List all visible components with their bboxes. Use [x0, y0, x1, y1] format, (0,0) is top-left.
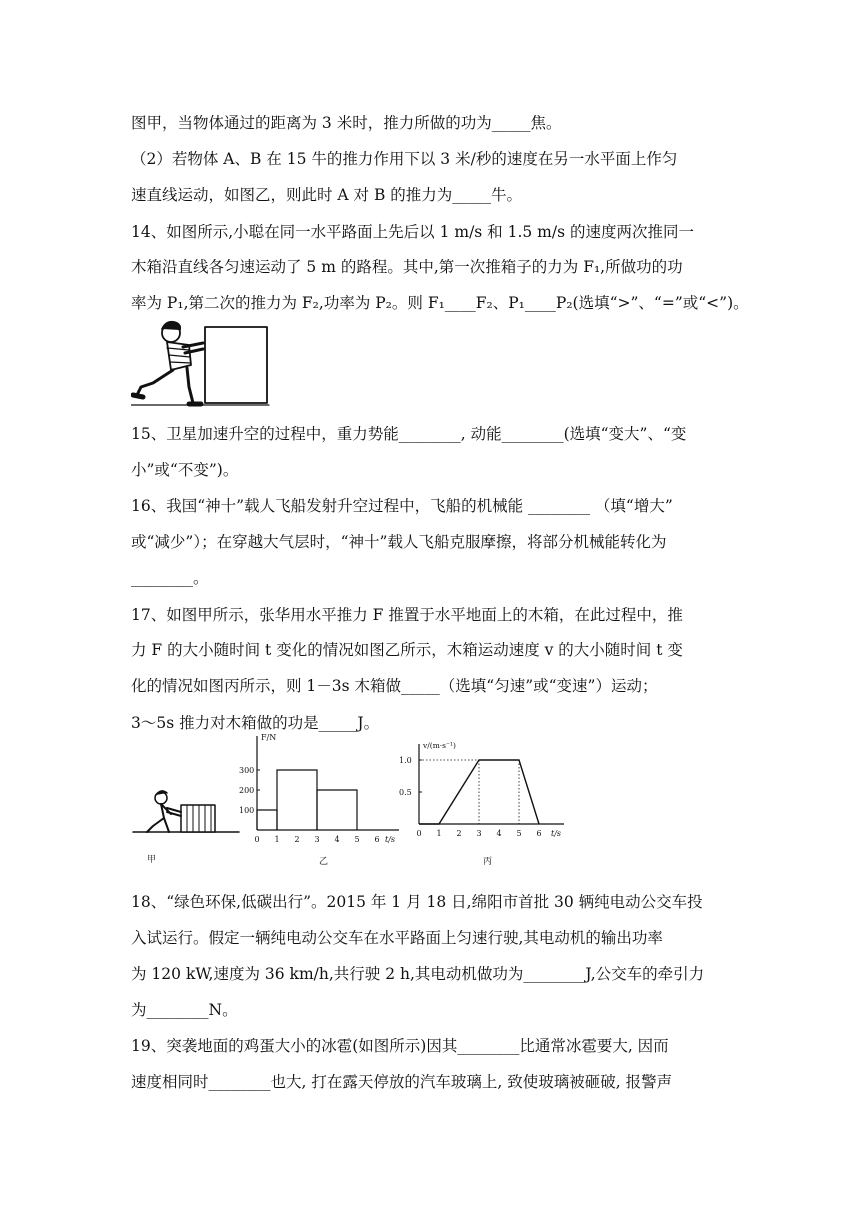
x-tick-label: 5 [516, 829, 522, 838]
text-line: 图甲，当物体通过的距离为 3 米时，推力所做的功为_____焦。 [131, 114, 562, 132]
y-tick-label: 100 [239, 806, 255, 815]
y-tick-label: 300 [239, 766, 255, 775]
force-time-chart [239, 730, 399, 870]
velocity-time-chart [397, 730, 571, 870]
text-line: （2）若物体 A、B 在 15 牛的推力作用下以 3 米/秒的速度在另一水平面上作匀 [131, 150, 678, 168]
x-tick-label: 6 [536, 829, 542, 838]
label-yi: 乙 [319, 857, 329, 867]
x-tick-label: 3 [314, 835, 320, 844]
text-line: 为________N。 [131, 1001, 238, 1019]
x-tick-label: 4 [496, 829, 502, 838]
text-line: 17、如图甲所示，张华用水平推力 F 推置于水平地面上的木箱，在此过程中，推 [131, 606, 683, 624]
y-axis-label: F/N [261, 733, 277, 742]
force-step-segment [317, 790, 357, 830]
x-tick-label: 4 [334, 835, 340, 844]
label-bing: 丙 [483, 857, 493, 867]
text-line: 化的情况如图丙所示，则 1－3s 木箱做_____（选填“匀速”或“变速”）运动； [131, 677, 658, 695]
force-step-segment [277, 770, 317, 830]
text-line: 力 F 的大小随时间 t 变化的情况如图乙所示，木箱运动速度 v 的大小随时间 t 变 [131, 641, 683, 659]
force-step-segment [257, 810, 277, 830]
x-tick-label: 2 [294, 835, 300, 844]
text-line: 3～5s 推力对木箱做的功是_____J。 [131, 714, 380, 732]
text-line: 为 120 kW,速度为 36 km/h,共行驶 2 h,其电动机做功为________J,公交车的牵引力 [131, 965, 705, 983]
x-tick-label: 5 [354, 835, 360, 844]
text-line: 16、我国“神十”载人飞船发射升空过程中，飞船的机械能 ________ （填“增大” [131, 497, 673, 515]
text-line: 木箱沿直线各匀速运动了 5 m 的路程。其中,第一次推箱子的力为 F₁,所做功的功 [131, 258, 683, 276]
figure-17 [131, 730, 571, 870]
text-line: 15、卫星加速升空的过程中，重力势能________, 动能________(选填“变大”、“变 [131, 425, 687, 443]
text-line: 18、“绿色环保,低碳出行”。2015 年 1 月 18 日,绵阳市首批 30 辆纯电动公交车投 [131, 893, 703, 911]
text-line: 速直线运动，如图乙，则此时 A 对 B 的推力为_____牛。 [131, 186, 523, 204]
y-tick-label: 0.5 [399, 788, 412, 797]
x-tick-label: 1 [274, 835, 280, 844]
x-tick-label: 2 [456, 829, 462, 838]
text-line: 速度相同时________也大, 打在露天停放的汽车玻璃上, 致使玻璃被砸破, 报警声 [131, 1073, 673, 1091]
text-line: ________。 [131, 569, 209, 587]
boy-pushing-box-figure [131, 315, 271, 410]
text-line: 或“减少”）；在穿越大气层时，“神十”载人飞船克服摩擦，将部分机械能转化为 [131, 533, 667, 551]
x-tick-label: 0 [416, 829, 422, 838]
label-jia: 甲 [147, 855, 157, 865]
text-line: 19、突袭地面的鸡蛋大小的冰雹(如图所示)因其________比通常冰雹要大, 因而 [131, 1037, 669, 1055]
text-line: 14、如图所示,小聪在同一水平路面上先后以 1 m/s 和 1.5 m/s 的速度两次推同一 [131, 223, 694, 241]
x-tick-label: 6 [374, 835, 380, 844]
x-tick-label: 0 [254, 835, 260, 844]
boy-pushing-crate-figure [131, 770, 241, 865]
x-tick-label: 1 [436, 829, 442, 838]
x-axis-label: t/s [385, 835, 396, 844]
y-axis-label: v/(m·s⁻¹) [423, 741, 456, 750]
text-line: 率为 P₁,第二次的推力为 F₂,功率为 P₂。则 F₁____F₂、P₁____P₂(选填“>”、“=”或“<”)。 [131, 294, 749, 312]
y-tick-label: 200 [239, 786, 255, 795]
x-axis-label: t/s [551, 829, 562, 838]
text-line: 入试运行。假定一辆纯电动公交车在水平路面上匀速行驶,其电动机的输出功率 [131, 929, 663, 947]
x-tick-label: 3 [476, 829, 482, 838]
text-line: 小”或“不变”)。 [131, 461, 239, 479]
y-tick-label: 1.0 [399, 756, 412, 765]
